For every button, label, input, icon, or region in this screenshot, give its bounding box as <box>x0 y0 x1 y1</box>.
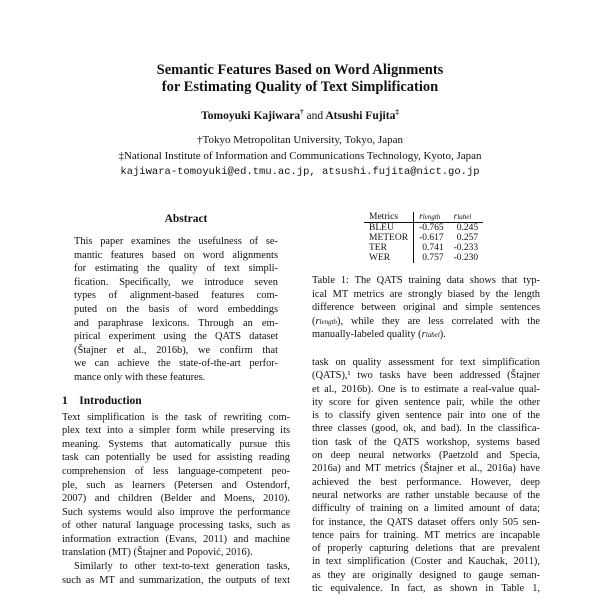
intro-paragraph-2 <box>62 560 290 587</box>
text-line: ity score for given sentence pair, while the other <box>312 396 540 408</box>
text-line: three classes (good, ok, and bad). In the classifica- <box>312 423 540 435</box>
text-line: (Štajner et al., 2016b), we confirm that <box>74 344 278 356</box>
text-line: difficulty of training on a limited amount of data; <box>312 503 540 515</box>
text-line: Such systems would also improve the performance <box>62 506 290 518</box>
text-line: task on quality assessment for text simplification <box>312 356 540 368</box>
table-row <box>364 223 483 234</box>
text-line: on deep neural networks (Paetzold and Specia, <box>312 450 540 462</box>
intro-heading-text: Introduction <box>79 394 142 407</box>
sub-label: label <box>457 213 472 221</box>
r-label-value: -0.230 <box>453 253 479 263</box>
text-line: neural networks are rather unstable because of the <box>312 489 540 501</box>
author-1: Tomoyuki Kajiwara <box>201 109 301 122</box>
sub-label: label <box>425 331 440 340</box>
text-line: tence pairs for training. MT metrics are incapable <box>312 529 540 541</box>
text-line: 2007) and children (Belder and Moens, 2010). <box>62 493 290 505</box>
author-1-mark: † <box>300 108 304 116</box>
text-line: is to classify given sentence pair into one of the <box>312 410 540 422</box>
table-1 <box>364 212 483 263</box>
r-label-value: -0.233 <box>453 243 479 253</box>
r-symbol: r <box>453 212 458 222</box>
text-line: task can potentially be used for assisting reading <box>62 452 290 464</box>
sub-length: length <box>319 317 338 326</box>
text-line: plex text into a simpler form while preserving its <box>62 425 290 437</box>
caption-line: Table 1: The QATS training data shows that typ- <box>312 275 540 286</box>
table-header-metrics: Metrics <box>364 212 414 223</box>
r-label-value: 0.245 <box>456 223 479 233</box>
sub-length: length <box>422 213 441 221</box>
text: ). <box>439 329 446 341</box>
text-line: tion task of the QATS workshop, systems based <box>312 436 540 448</box>
caption-line: manually-labeled quality (rlabel). <box>312 329 446 341</box>
text-line: meaning. Systems that automatically pursue this <box>62 438 290 450</box>
authors <box>0 108 600 122</box>
table-header-rlabel <box>449 212 484 223</box>
table-row <box>364 243 483 253</box>
r-label-value: 0.257 <box>456 233 479 243</box>
text-line: types of alignment-based features com- <box>74 290 278 302</box>
text-line: achieved the best performance. However, deep <box>312 476 540 488</box>
text: ), while they are less correlated with the <box>337 315 540 327</box>
text-line: (QATS),¹ two tasks have been addressed (Štajner <box>312 370 540 382</box>
affiliation-1: †Tokyo Metropolitan University, Tokyo, Japan <box>197 134 403 146</box>
text-line: for instance, the QATS dataset offers only 505 sen- <box>312 516 540 528</box>
table-row <box>364 233 483 243</box>
abstract-body <box>74 235 278 385</box>
caption-line: ical MT metrics are strongly biased by the length <box>312 288 540 300</box>
author-2: Atsushi Fujita <box>325 109 396 122</box>
text: manually-labeled quality ( <box>312 329 422 341</box>
r-length-value: -0.617 <box>419 233 444 243</box>
metric-name: TER <box>364 243 414 253</box>
text-line: of other natural language processing tasks, such as <box>62 520 290 532</box>
text-line: 2016a) and MT metrics (Štajner et al., 2016a) have <box>312 463 540 475</box>
r-length-value: -0.765 <box>419 223 444 233</box>
text-line: Text simplification is the task of rewriting com- <box>62 411 290 423</box>
intro-heading-num: 1 <box>62 394 68 407</box>
abstract-heading: Abstract <box>164 213 208 225</box>
text-line: puted on the basis of word embeddings <box>74 303 278 315</box>
text-line: translation (MT) (Štajner and Popović, 2016). <box>62 547 253 559</box>
table-row <box>364 253 483 263</box>
text-line: comprehension of less language-competent peo- <box>62 465 290 477</box>
text-line: information extraction (Evans, 2011) and machine <box>62 533 290 545</box>
text-line: of properly capturing deletions that are prevalent <box>312 543 540 555</box>
r-symbol: r <box>419 212 423 222</box>
title-line-2: for Estimating Quality of Text Simplification <box>161 79 439 95</box>
emails: kajiwara-tomoyuki@ed.tmu.ac.jp, atsushi.fujita@nict.go.jp <box>120 166 480 178</box>
text-line: and paraphrase lexicons. Through an em- <box>74 317 278 329</box>
caption-line: (rlength), while they are less correlated with the <box>312 315 540 327</box>
caption-line: difference between original and simple sentences <box>312 302 540 314</box>
right-column-body <box>312 356 540 595</box>
text-line: ple, such as learners (Petersen and Ostendorf, <box>62 479 290 491</box>
text-line: mantic features based on word alignments <box>74 249 278 261</box>
title-line-1: Semantic Features Based on Word Alignments <box>156 62 444 78</box>
table-header-rlength <box>414 212 449 223</box>
text-line: as they are originally designed to gauge seman- <box>312 569 540 581</box>
text-line: Similarly to other text-to-text generation tasks, <box>74 561 290 573</box>
text: ( <box>312 315 316 327</box>
text-line: This paper examines the usefulness of se- <box>74 236 278 247</box>
r-length-value: 0.757 <box>422 253 444 263</box>
text-line: for estimating the quality of text simpli- <box>74 263 278 275</box>
text-line: we can achieve the state-of-the-art perfor- <box>74 358 278 370</box>
intro-paragraph-1 <box>62 411 290 561</box>
affiliation-2: ‡National Institute of Information and Communications Technology, Kyoto, Japan <box>118 150 482 162</box>
text-line: tic equivalence. In fact, as shown in Table 1, <box>312 583 540 595</box>
metric-name: METEOR <box>364 233 414 243</box>
metric-name: BLEU <box>364 223 414 234</box>
text-line: in text simplification (Coster and Kauchak, 2011), <box>312 556 540 568</box>
intro-heading <box>62 391 290 411</box>
text-line: pirical experiment using the QATS dataset <box>74 331 278 343</box>
text-line: fication. Specifically, we introduce seven <box>74 276 278 288</box>
authors-and: and <box>306 109 324 122</box>
text-line: mance only with these features. <box>74 371 206 383</box>
author-2-mark: ‡ <box>395 108 399 116</box>
metric-name: WER <box>364 253 414 263</box>
r-length-value: 0.741 <box>422 243 444 253</box>
text-line: such as MT and summarization, the outputs of text <box>62 574 290 586</box>
text-line: et al., 2016b). One is to estimate a real-value qual- <box>312 383 540 395</box>
